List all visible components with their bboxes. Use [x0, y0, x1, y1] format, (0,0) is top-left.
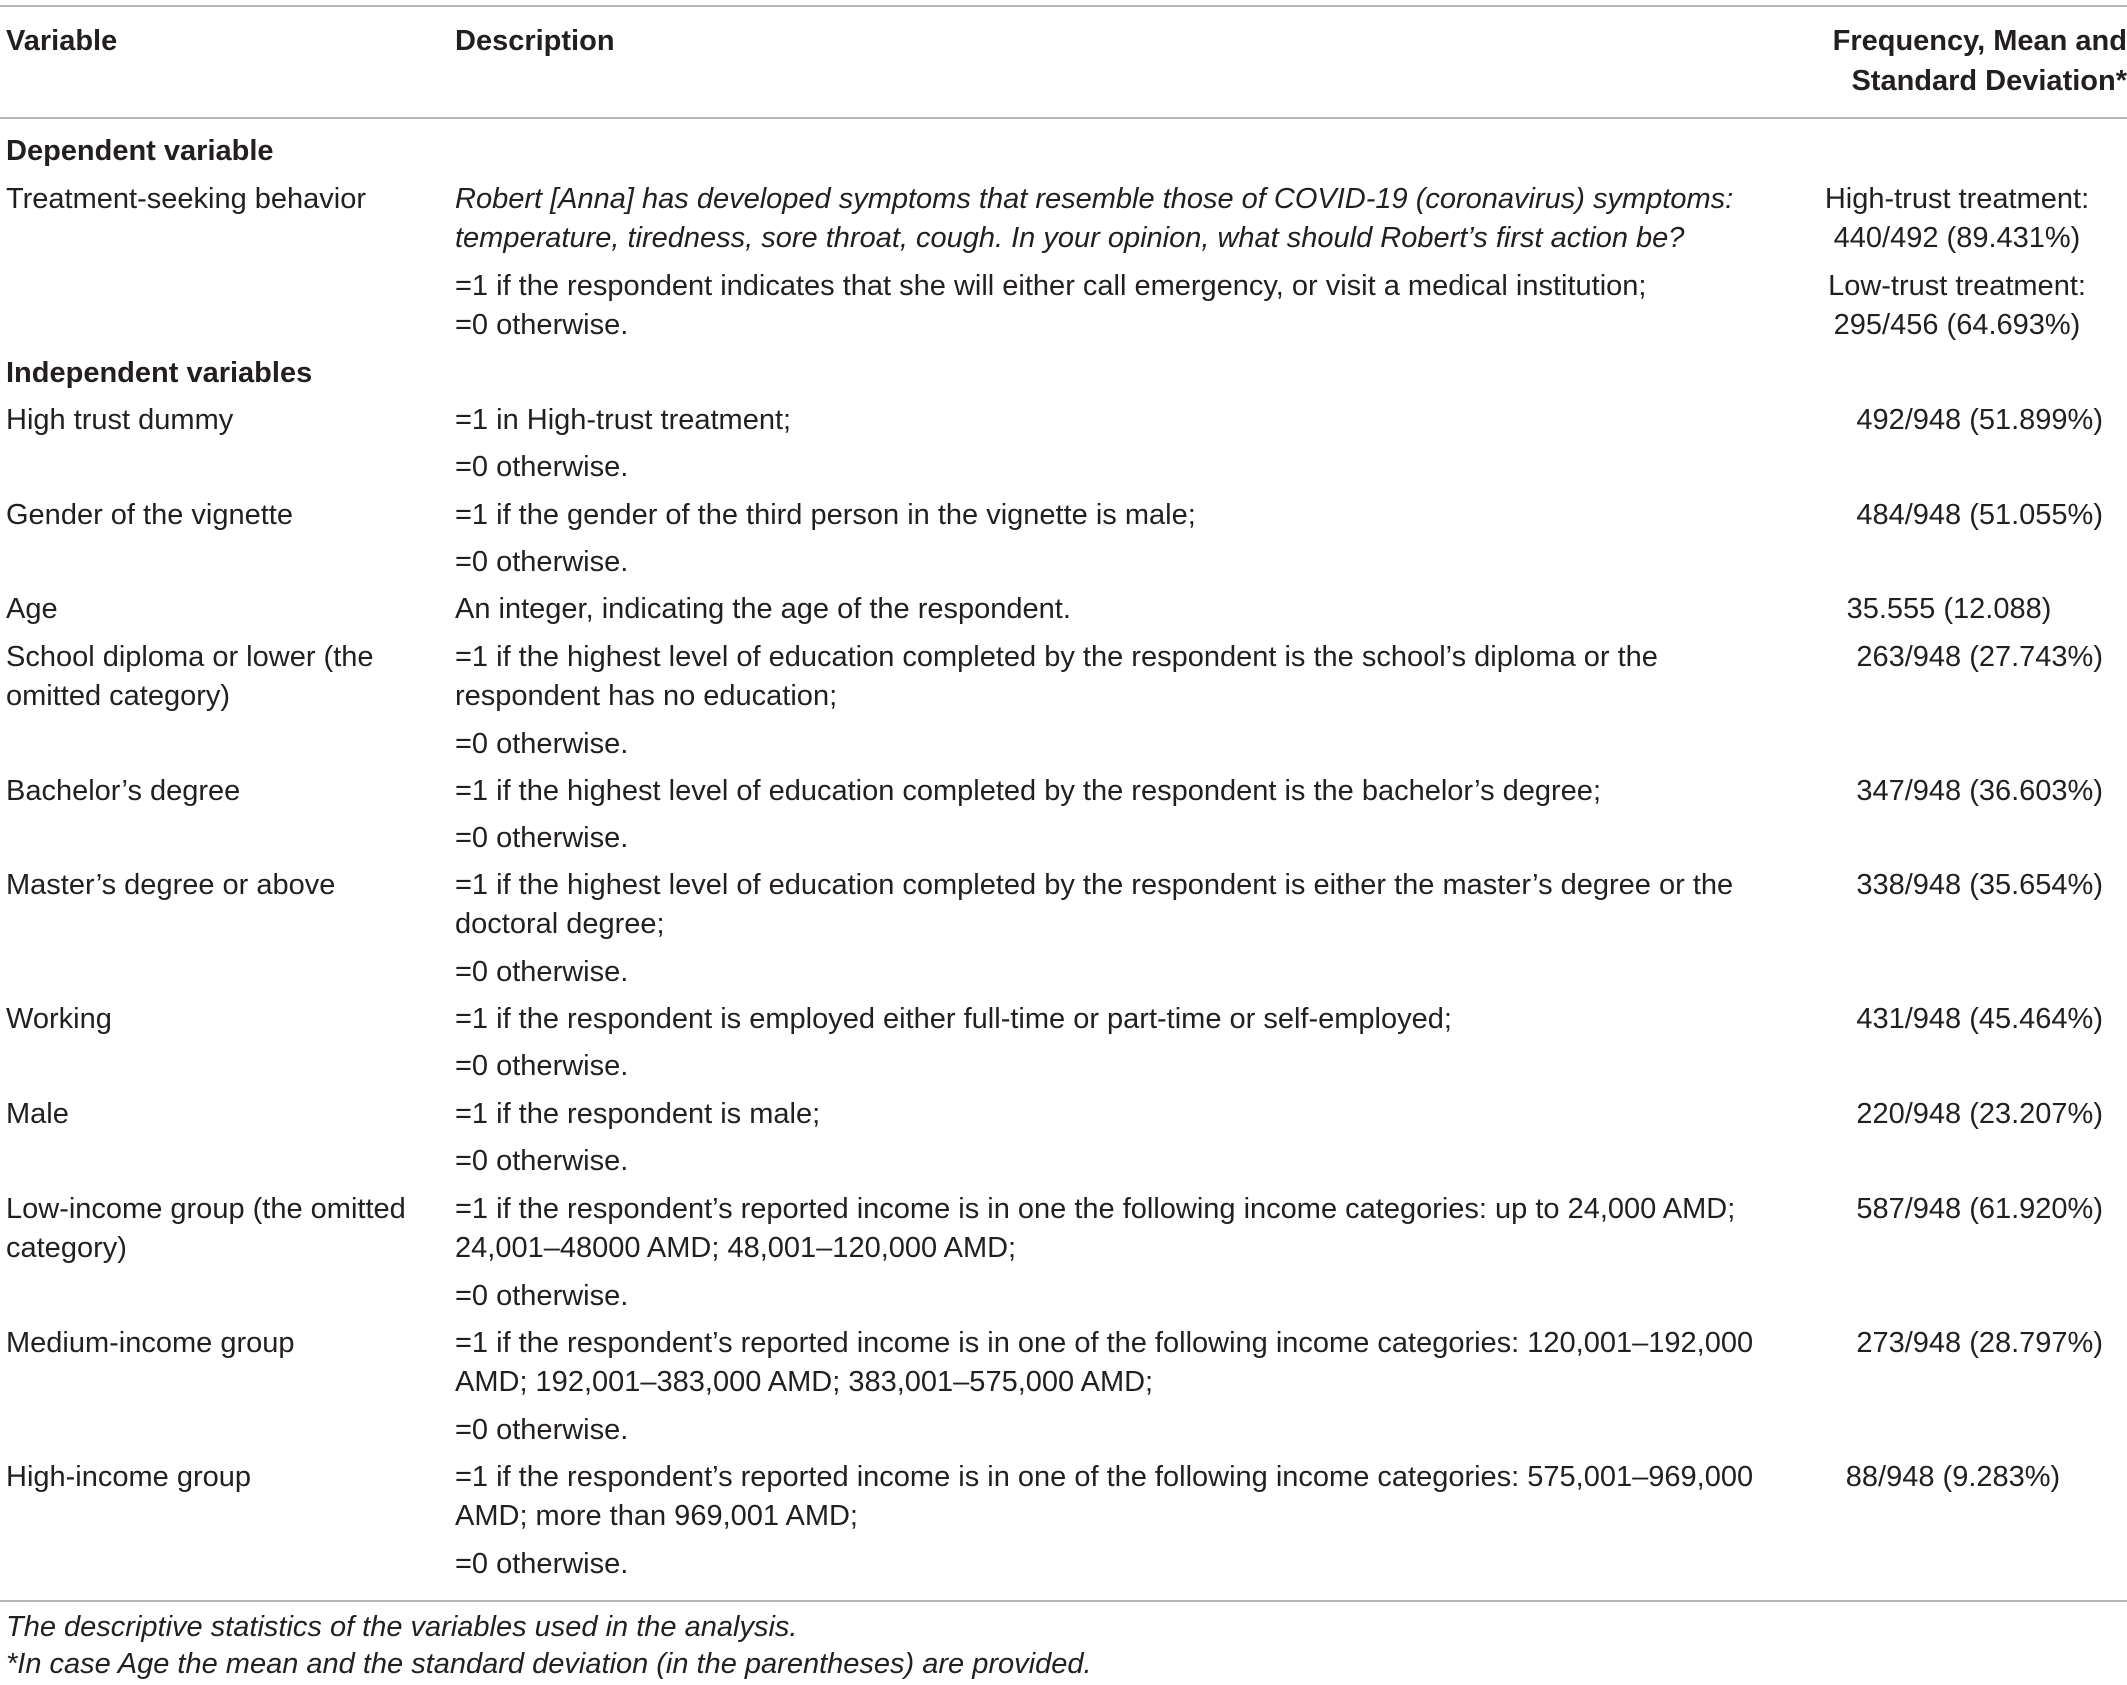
table-row-var: School diploma or lower (the omitted category) — [6, 641, 374, 712]
table-row-var: Gender of the vignette — [6, 499, 293, 531]
table-row-freq: High-trust treatment: 440/492 (89.431%) — [1824, 183, 2090, 254]
table-row-freq: 35.555 (12.088) — [1846, 593, 2052, 625]
table-row-desc: =1 if the highest level of education completed by the respondent is either the master’s degree or the doctoral degree; — [455, 869, 1734, 940]
table-row-freq: 273/948 (28.797%) — [1856, 1327, 2103, 1359]
table-row-desc: An integer, indicating the age of the respondent. — [455, 593, 1071, 625]
table-row-freq: Low-trust treatment: 295/456 (64.693%) — [1828, 270, 2086, 341]
table-row-freq: 492/948 (51.899%) — [1856, 404, 2103, 436]
table-row-desc: =0 otherwise. — [455, 1414, 629, 1446]
header-description: Description — [455, 25, 615, 57]
section-dependent: Dependent variable — [6, 135, 274, 167]
table-row-desc: =1 if the respondent is male; — [455, 1098, 821, 1130]
table-row-desc: =1 if the respondent’s reported income is in one of the following income categories: 575,001–969,000 AMD; more than 969,001 AMD; — [455, 1461, 1754, 1532]
table-row-var: High trust dummy — [6, 404, 234, 436]
table-row-desc: =0 otherwise. — [455, 956, 629, 988]
table-row-desc: =1 in High-trust treatment; — [455, 404, 792, 436]
table-row-desc: =1 if the respondent’s reported income is in one the following income categories: up to 24,000 AMD; 24,001–48000 AMD; 48,001–120,000 AMD; — [455, 1193, 1736, 1264]
table-row-desc: =0 otherwise. — [455, 1050, 629, 1082]
header-variable: Variable — [6, 25, 118, 57]
table-row-var: Working — [6, 1003, 112, 1035]
table-row-desc: =1 if the gender of the third person in the vignette is male; — [455, 499, 1196, 531]
table-row-desc: =1 if the respondent is employed either full-time or part-time or self-employed; — [455, 1003, 1452, 1035]
table-row-freq: 587/948 (61.920%) — [1856, 1193, 2103, 1225]
table-row-var: Age — [6, 593, 58, 625]
table-row-desc: =1 if the highest level of education completed by the respondent is the school’s diploma or the respondent has no education; — [455, 641, 1658, 712]
table-row-desc-italic: Robert [Anna] has developed symptoms that resemble those of COVID-19 (coronavirus) symptoms: temperature, tiredness, sore throat, cough. In your opinion, what should Robert’s first action be? — [455, 183, 1734, 254]
table-row-freq: 431/948 (45.464%) — [1856, 1003, 2103, 1035]
header-frequency: Frequency, Mean and Standard Deviation* — [1832, 25, 2127, 97]
table-row-desc: =0 otherwise. — [455, 1145, 629, 1177]
header-rule — [0, 117, 2127, 119]
table-row-desc: =1 if the respondent’s reported income is in one of the following income categories: 120,001–192,000 AMD; 192,001–383,000 AMD; 383,001–575,000 AMD; — [455, 1327, 1754, 1398]
table-row-var: Master’s degree or above — [6, 869, 336, 901]
table-row-var: Treatment-seeking behavior — [6, 183, 366, 215]
table-row-desc: =0 otherwise. — [455, 822, 629, 854]
table-row-var: High-income group — [6, 1461, 252, 1493]
table-row-freq: 484/948 (51.055%) — [1856, 499, 2103, 531]
table-row-desc: =0 otherwise. — [455, 728, 629, 760]
table-caption: The descriptive statistics of the variables used in the analysis. — [6, 1611, 798, 1643]
table-row-freq: 88/948 (9.283%) — [1845, 1461, 2061, 1493]
table-row-freq: 263/948 (27.743%) — [1856, 641, 2103, 673]
table-row-var: Bachelor’s degree — [6, 775, 241, 807]
table-row-freq: 220/948 (23.207%) — [1856, 1098, 2103, 1130]
table-row-var: Male — [6, 1098, 69, 1130]
table-row-var: Medium-income group — [6, 1327, 295, 1359]
table-row-desc: =1 if the highest level of education completed by the respondent is the bachelor’s degree; — [455, 775, 1601, 807]
table-row-desc: =1 if the respondent indicates that she will either call emergency, or visit a medical institution; =0 otherwise. — [455, 270, 1647, 341]
top-rule — [0, 5, 2127, 7]
table-row-desc: =0 otherwise. — [455, 1280, 629, 1312]
table-row-desc: =0 otherwise. — [455, 451, 629, 483]
section-independent: Independent variables — [6, 357, 313, 389]
table-row-freq: 338/948 (35.654%) — [1856, 869, 2103, 901]
table-row-desc: =0 otherwise. — [455, 1548, 629, 1580]
table-row-desc: =0 otherwise. — [455, 546, 629, 578]
table-row-var: Low-income group (the omitted category) — [6, 1193, 406, 1264]
table-row-freq: 347/948 (36.603%) — [1856, 775, 2103, 807]
bottom-rule — [0, 1600, 2127, 1602]
table-footnote: *In case Age the mean and the standard deviation (in the parentheses) are provided. — [6, 1648, 1092, 1680]
